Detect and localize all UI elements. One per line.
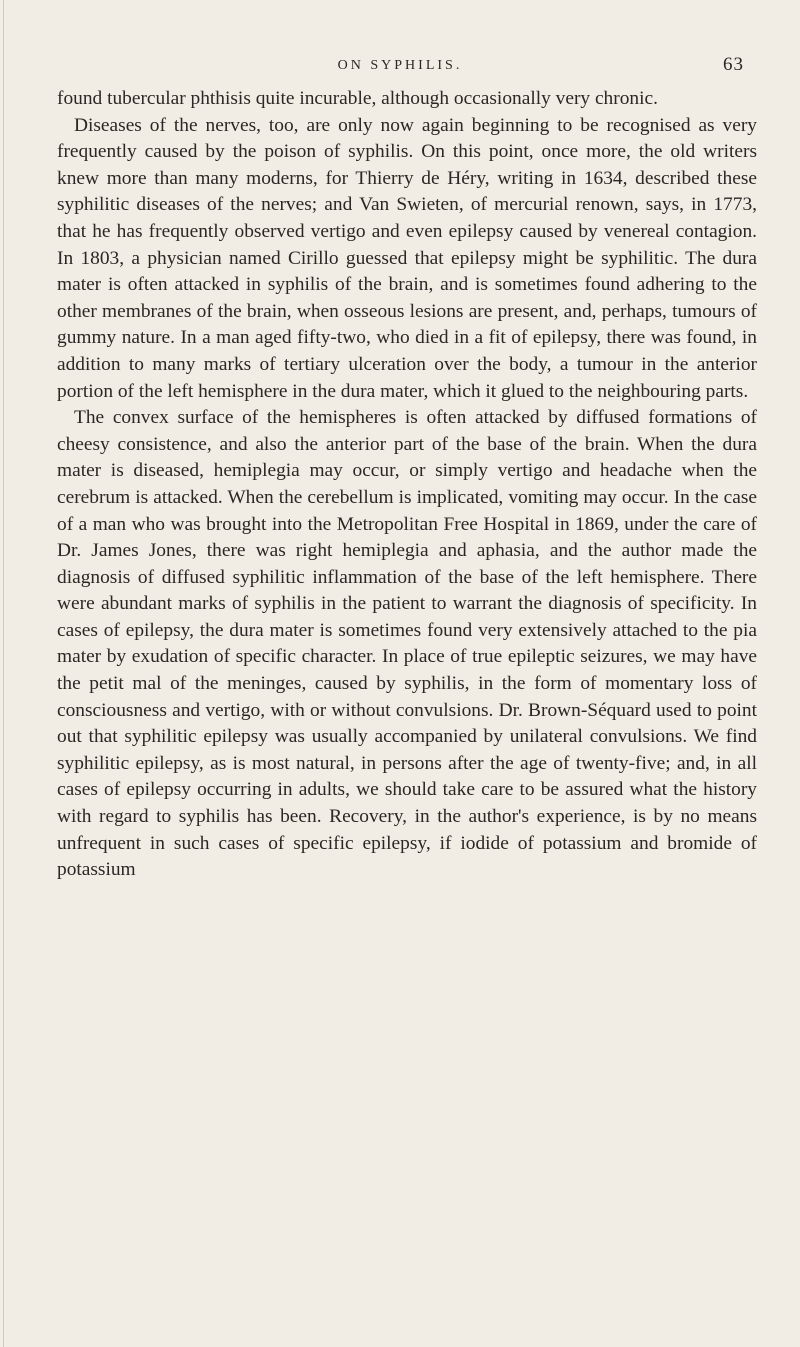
body-text xyxy=(57,86,757,884)
paragraph-hemispheres: The convex surface of the hemispheres is often attacked by diffused formations of cheesy consistence, and also the anterior part of the base of the brain. When the dura mater is diseased, hemiplegia may occur, or simply vertigo and headache when the cerebrum is attacked. When the cerebellum is implicated, vomiting may occur. In the case of a man who was brought into the Metropolitan Free Hospital in 1869, under the care of Dr. James Jones, there was right hemiplegia and aphasia, and the author made the diagnosis of diffused syphilitic inflammation of the base of the left hemisphere. There were abundant marks of syphilis in the patient to warrant the diagnosis of specificity. In cases of epilepsy, the dura mater is sometimes found very extensively attached to the pia mater by exudation of specific character. In place of true epileptic seizures, we may have the petit mal of the meninges, caused by syphilis, in the form of momentary loss of consciousness and vertigo, with or without convulsions. Dr. Brown-Séquard used to point out that syphilitic epilepsy was usually accompanied by unilateral convulsions. We find syphilitic epilepsy, as is most natural, in persons after the age of twenty-five; and, in all cases of epilepsy occurring in adults, we should take care to be assured what the history with regard to syphilis has been. Recovery, in the author's experience, is by no means unfrequent in such cases of specific epilepsy, if iodide of potassium and bromide of potassium xyxy=(57,407,757,881)
page-edge xyxy=(3,0,4,1347)
running-head xyxy=(0,54,800,78)
running-title: ON SYPHILIS. xyxy=(337,58,463,73)
paragraph-nerve-diseases: Diseases of the nerves, too, are only now again beginning to be recognised as very frequently caused by the poison of syphilis. On this point, once more, the old writers knew more than many moderns, for Thierry de Héry, writing in 1634, described these syphilitic diseases of the nerves; and Van Swieten, of mercurial renown, says, in 1773, that he has frequently observed vertigo and even epilepsy caused by venereal contagion. In 1803, a physician named Cirillo guessed that epilepsy might be syphilitic. The dura mater is often attacked in syphilis of the brain, and is sometimes found adhering to the other membranes of the brain, when osseous lesions are present, and, perhaps, tumours of gummy nature. In a man aged fifty-two, who died in a fit of epilepsy, there was found, in addition to many marks of tertiary ulceration over the body, a tumour in the anterior portion of the left hemisphere in the dura mater, which it glued to the neighbouring parts. xyxy=(57,114,757,402)
page-number: 63 xyxy=(723,54,744,75)
paragraph-continuation: found tubercular phthisis quite incurable, although occasionally very chronic. xyxy=(57,88,658,109)
